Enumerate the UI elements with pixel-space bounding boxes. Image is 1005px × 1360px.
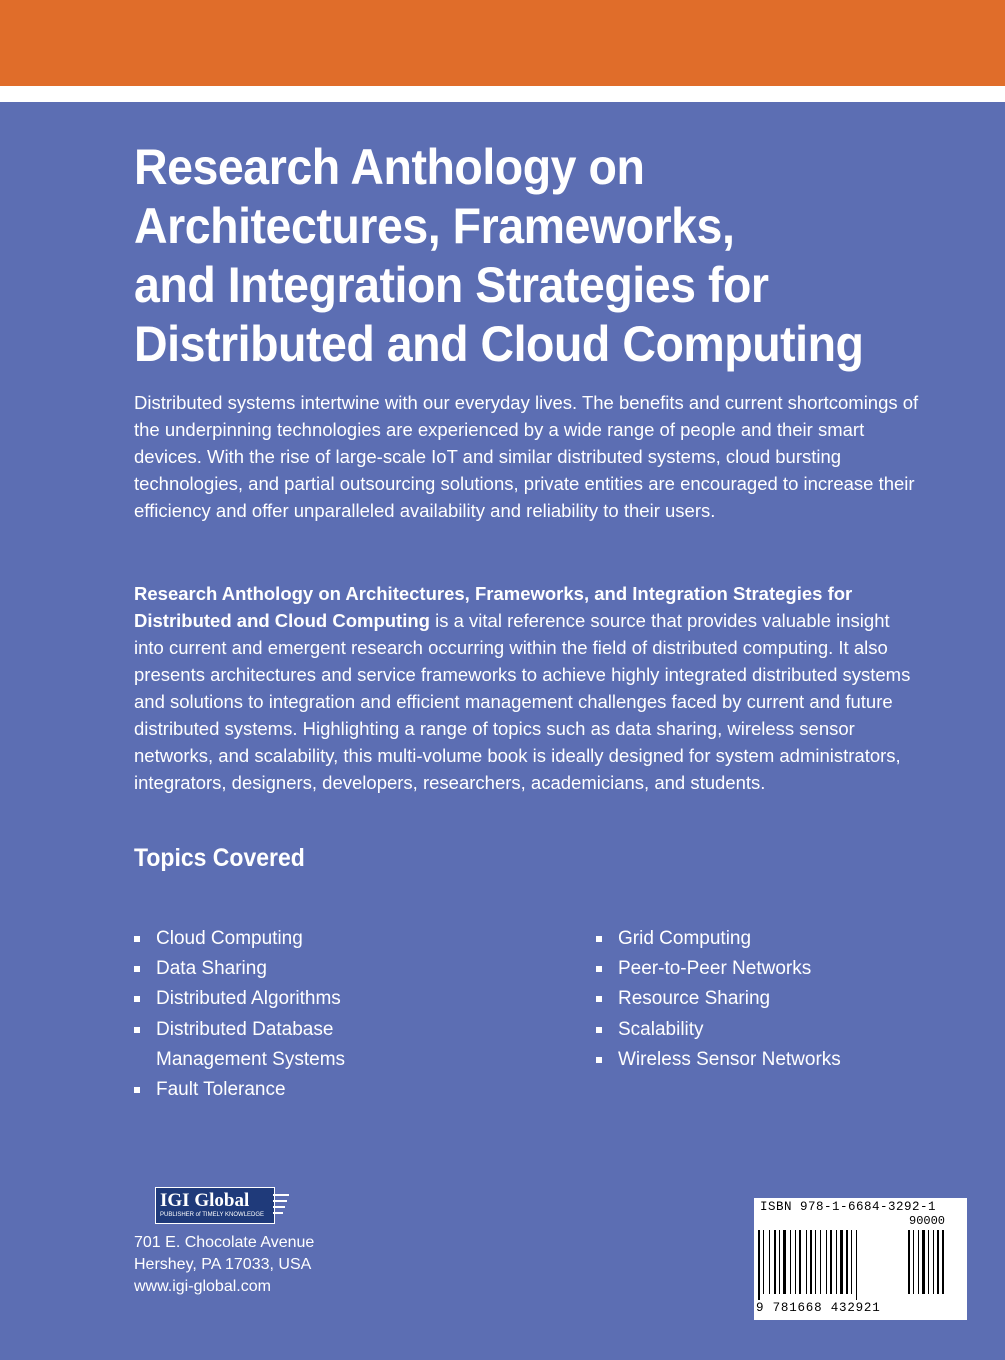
topic-line-2: Management Systems — [156, 1048, 346, 1070]
description-bold-title: Research Anthology on Architectures, Frameworks, and Integration Strategies for Distributed and Cloud Computing — [134, 583, 853, 631]
topics-list-right — [596, 924, 841, 1075]
logo-lines-icon — [273, 1191, 289, 1219]
logo-box — [155, 1187, 275, 1224]
topic-item: Data Sharing — [134, 954, 345, 984]
description-text: is a vital reference source that provides valuable insight into current and emergent research occurring within the field of distributed computing. It also presents architectures and service frameworks to achieve highly integrated distributed systems and solutions to integration and efficient management challenges faced by current and future distributed systems. Highlighting a range of topics such as data sharing, wireless sensor networks, and scalability, this multi-volume book is ideally designed for system administrators, integrators, designers, developers, researchers, academicians, and students. — [134, 610, 911, 793]
isbn-label: ISBN 978-1-6684-3292-1 — [760, 1200, 937, 1214]
topic-item: Resource Sharing — [596, 984, 841, 1014]
topic-item: Scalability — [596, 1015, 841, 1045]
title-line-2: Architectures, Frameworks, — [134, 198, 735, 254]
topic-line-1: Distributed Database — [156, 1018, 334, 1040]
bullet-icon — [596, 996, 602, 1002]
title-line-3: and Integration Strategies for — [134, 257, 769, 313]
topic-item: Cloud Computing — [134, 924, 345, 954]
book-title — [134, 138, 897, 374]
bullet-icon — [134, 936, 140, 942]
publisher-website: www.igi-global.com — [134, 1278, 271, 1295]
publisher-logo — [155, 1187, 289, 1224]
topic-item: Fault Tolerance — [134, 1075, 345, 1105]
bullet-icon — [596, 936, 602, 942]
bullet-icon — [134, 996, 140, 1002]
bullet-icon — [596, 1057, 602, 1063]
bullet-icon — [134, 1087, 140, 1093]
bullet-icon — [596, 966, 602, 972]
description-paragraph — [134, 580, 924, 796]
title-line-1: Research Anthology on — [134, 139, 645, 195]
topics-list-left — [134, 924, 345, 1105]
address-city: Hershey, PA 17033, USA — [134, 1256, 312, 1273]
bullet-icon — [134, 966, 140, 972]
orange-top-band — [0, 0, 1005, 86]
topic-item — [134, 1015, 345, 1075]
white-divider-strip — [0, 86, 1005, 102]
bullet-icon — [596, 1027, 602, 1033]
back-cover — [0, 102, 1005, 1360]
barcode-bars-icon — [758, 1230, 963, 1300]
topic-item: Distributed Algorithms — [134, 984, 345, 1014]
logo-name: IGI Global — [160, 1190, 250, 1211]
topic-item: Wireless Sensor Networks — [596, 1045, 841, 1075]
topic-item: Peer-to-Peer Networks — [596, 954, 841, 984]
bullet-icon — [134, 1027, 140, 1033]
price-code: 90000 — [909, 1214, 946, 1228]
topic-item: Grid Computing — [596, 924, 841, 954]
title-line-4: Distributed and Cloud Computing — [134, 316, 864, 372]
isbn-barcode — [754, 1198, 967, 1320]
intro-paragraph: Distributed systems intertwine with our everyday lives. The benefits and current shortcomings of the underpinning technologies are experienced by a wide range of people and their smart devices. With the rise of large-scale IoT and similar distributed systems, cloud bursting technologies, and partial outsourcing solutions, private entities are encouraged to increase their efficiency and offer unparalleled availability and reliability to their users. — [134, 392, 919, 521]
publisher-address — [134, 1232, 314, 1298]
logo-tagline: PUBLISHER of TIMELY KNOWLEDGE — [160, 1212, 265, 1218]
topics-heading: Topics Covered — [134, 844, 305, 872]
ean-digits: 9 781668 432921 — [756, 1301, 881, 1315]
address-street: 701 E. Chocolate Avenue — [134, 1234, 315, 1251]
